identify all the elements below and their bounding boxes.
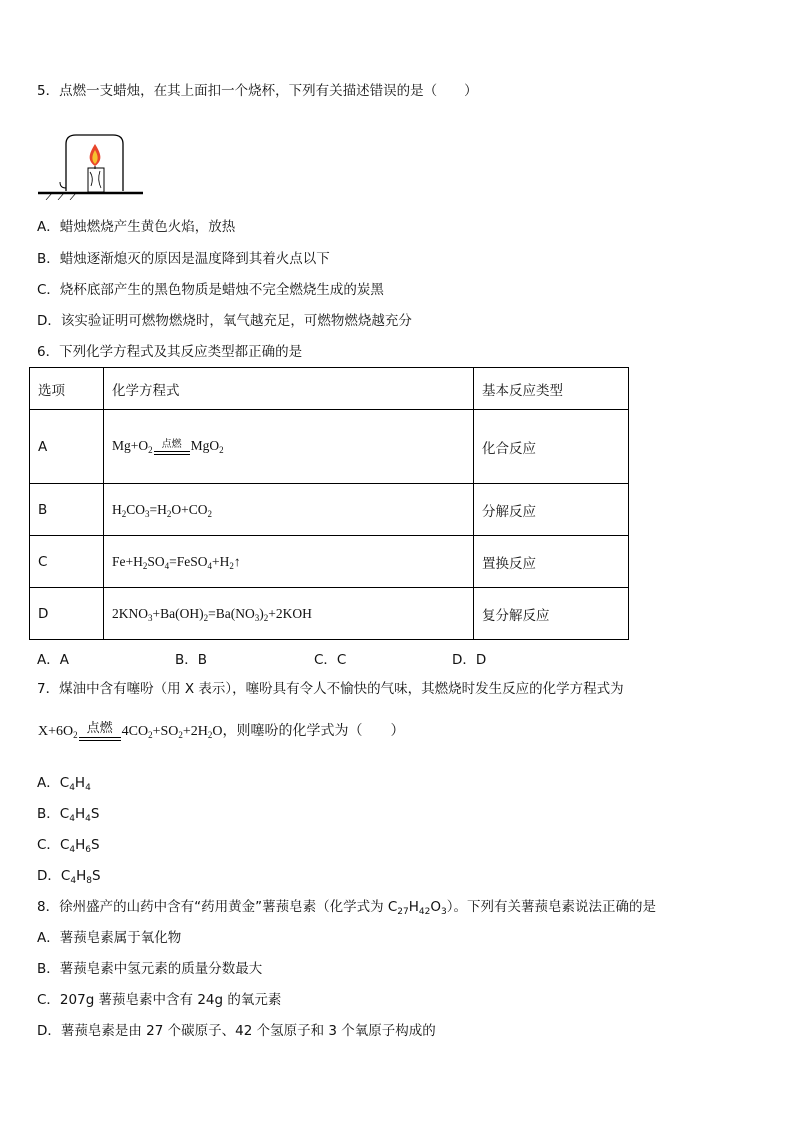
row-option: D: [30, 588, 104, 640]
q5-option-d: D．该实验证明可燃物燃烧时，氧气越充足，可燃物燃烧越充分: [37, 313, 412, 329]
candle-beaker-illustration: [38, 130, 148, 200]
q5-stem: 5．点燃一支蜡烛，在其上面扣一个烧杯，下列有关描述错误的是（ ）: [37, 83, 478, 99]
q7-option-d: D．$C_4H_8S$: [37, 868, 101, 886]
q7-tail: ，则噻吩的化学式为（ ）: [222, 723, 405, 739]
reaction-table: [29, 367, 629, 640]
q6-choice-d: D．D: [452, 652, 487, 668]
row-option: C: [30, 536, 104, 588]
q5-option-a: A．蜡烛燃烧产生黄色火焰，放热: [37, 219, 236, 235]
row-equation: $Mg+O_2$点燃 MgO$_2$: [104, 410, 474, 484]
row-type: 分解反应: [474, 484, 629, 536]
row-type: 复分解反应: [474, 588, 629, 640]
q8-option-c: C．207g 薯蓣皂素中含有 24g 的氧元素: [37, 992, 282, 1008]
row-equation: $Fe+H_2SO_4=FeSO_4+H_2↑$: [104, 536, 474, 588]
table-row: [30, 588, 629, 640]
q6-stem: 6．下列化学方程式及其反应类型都正确的是: [37, 344, 303, 360]
row-equation: $H_2CO_3=H_2O+CO_2$: [104, 484, 474, 536]
q6-choice-c: C．C: [314, 652, 347, 668]
q5-option-c: C．烧杯底部产生的黑色物质是蜡烛不完全燃烧生成的炭黑: [37, 282, 384, 298]
q5-option-b: B．蜡烛逐渐熄灭的原因是温度降到其着火点以下: [37, 251, 330, 267]
q7-option-a: A．$C_4H_4$: [37, 775, 91, 793]
row-option: A: [30, 410, 104, 484]
q8-option-d: D．薯蓣皂素是由 27 个碳原子、42 个氢原子和 3 个氧原子构成的: [37, 1023, 436, 1039]
q7-equation: $X+6O_2$ 点燃 $4CO_2+SO_2+2H_2O$，则噻吩的化学式为（ ）: [38, 720, 405, 740]
q6-choice-a: A．A: [37, 652, 69, 668]
header-option: 选项: [30, 368, 104, 410]
table-row: [30, 410, 629, 484]
q8-stem: 8．徐州盛产的山药中含有“药用黄金”薯蓣皂素（化学式为 $C_{27}H_{42}O_3$）。下列有关薯蓣皂素说法正确的是: [37, 899, 656, 917]
q7-option-c: C．$C_4H_6S$: [37, 837, 100, 855]
header-equation: 化学方程式: [104, 368, 474, 410]
row-type: 化合反应: [474, 410, 629, 484]
q7-stem: 7．煤油中含有噻吩（用 X 表示），噻吩具有令人不愉快的气味，其燃烧时发生反应的化学方程式为: [37, 681, 624, 697]
header-type: 基本反应类型: [474, 368, 629, 410]
q7-option-b: B．$C_4H_4S$: [37, 806, 100, 824]
table-row: [30, 536, 629, 588]
q8-option-b: B．薯蓣皂素中氢元素的质量分数最大: [37, 961, 263, 977]
table-row: [30, 484, 629, 536]
row-type: 置换反应: [474, 536, 629, 588]
row-equation: $2KNO_3+Ba(OH)_2=Ba(NO_3)_2+2KOH$: [104, 588, 474, 640]
q6-choice-b: B．B: [175, 652, 208, 668]
row-option: B: [30, 484, 104, 536]
q8-option-a: A．薯蓣皂素属于氧化物: [37, 930, 182, 946]
